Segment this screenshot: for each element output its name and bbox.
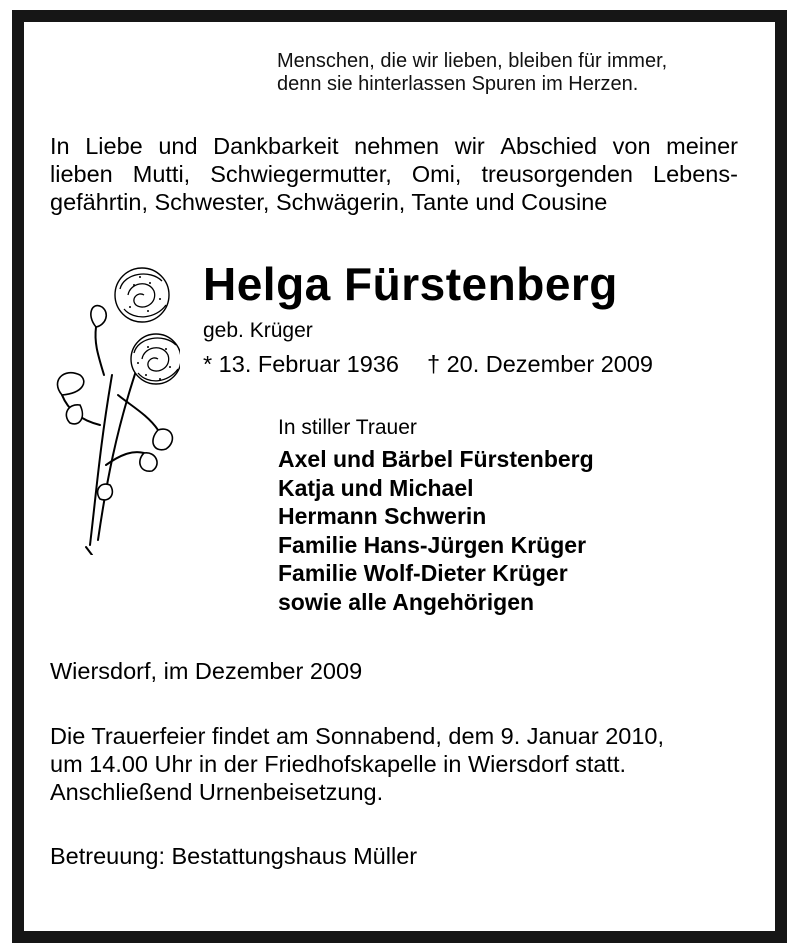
mourner-name: sowie alle Angehörigen: [278, 588, 535, 615]
mourner-name: Hermann Schwerin: [278, 503, 487, 529]
intro-word: In: [50, 133, 70, 159]
intro-line-2: [50, 160, 738, 188]
intro-line-1: [50, 132, 738, 160]
ceremony-line: um 14.00 Uhr in der Friedhofskapelle in Wiersdorf statt.: [50, 751, 627, 777]
quote-line: denn sie hinterlassen Spuren im Herzen.: [277, 73, 639, 95]
life-dates: [203, 350, 653, 378]
place-date: Wiersdorf, im Dezember 2009: [50, 658, 363, 684]
intro-word: Schwiegermutter,: [210, 161, 392, 187]
intro-word: und: [158, 133, 198, 159]
intro-word: wir: [454, 133, 485, 159]
intro-word: lieben: [50, 161, 113, 187]
deceased-name: Helga Fürstenberg: [203, 258, 618, 310]
intro-word: Omi,: [411, 161, 462, 187]
mourners-list: [278, 445, 594, 616]
intro-word: meiner: [666, 133, 738, 159]
intro-line-3: gefährtin, Schwester, Schwägerin, Tante und Cousine: [50, 189, 608, 215]
birth-name: geb. Krüger: [203, 319, 313, 342]
intro-word: Abschied: [500, 133, 598, 159]
intro-word: Dankbarkeit: [213, 133, 339, 159]
mourner-name: Axel und Bärbel Fürstenberg: [278, 446, 594, 472]
funeral-home: Betreuung: Bestattungshaus Müller: [50, 843, 418, 869]
birth-date: * 13. Februar 1936: [203, 351, 399, 377]
memorial-quote: [277, 50, 667, 96]
ceremony-text: [50, 722, 664, 806]
mourner-name: Katja und Michael: [278, 474, 474, 501]
mourner-name: Familie Hans-Jürgen Krüger: [278, 531, 587, 558]
ceremony-line: Anschließend Urnenbeisetzung.: [50, 779, 384, 805]
quote-line: Menschen, die wir lieben, bleiben für immer,: [277, 50, 668, 72]
intro-text: [50, 132, 738, 216]
intro-word: von: [612, 133, 651, 159]
mourner-name: Familie Wolf-Dieter Krüger: [278, 560, 568, 586]
intro-word: Liebe: [85, 133, 143, 159]
death-date: † 20. Dezember 2009: [426, 351, 653, 377]
intro-word: Mutti,: [132, 161, 191, 187]
ceremony-line: Die Trauerfeier findet am Sonnabend, dem 9. Januar 2010,: [50, 723, 664, 749]
intro-word: nehmen: [354, 133, 440, 159]
rose-icon: [40, 255, 180, 555]
intro-word: Lebens-: [653, 161, 738, 187]
intro-word: treusorgenden: [481, 161, 633, 187]
mourning-heading: In stiller Trauer: [278, 416, 417, 439]
